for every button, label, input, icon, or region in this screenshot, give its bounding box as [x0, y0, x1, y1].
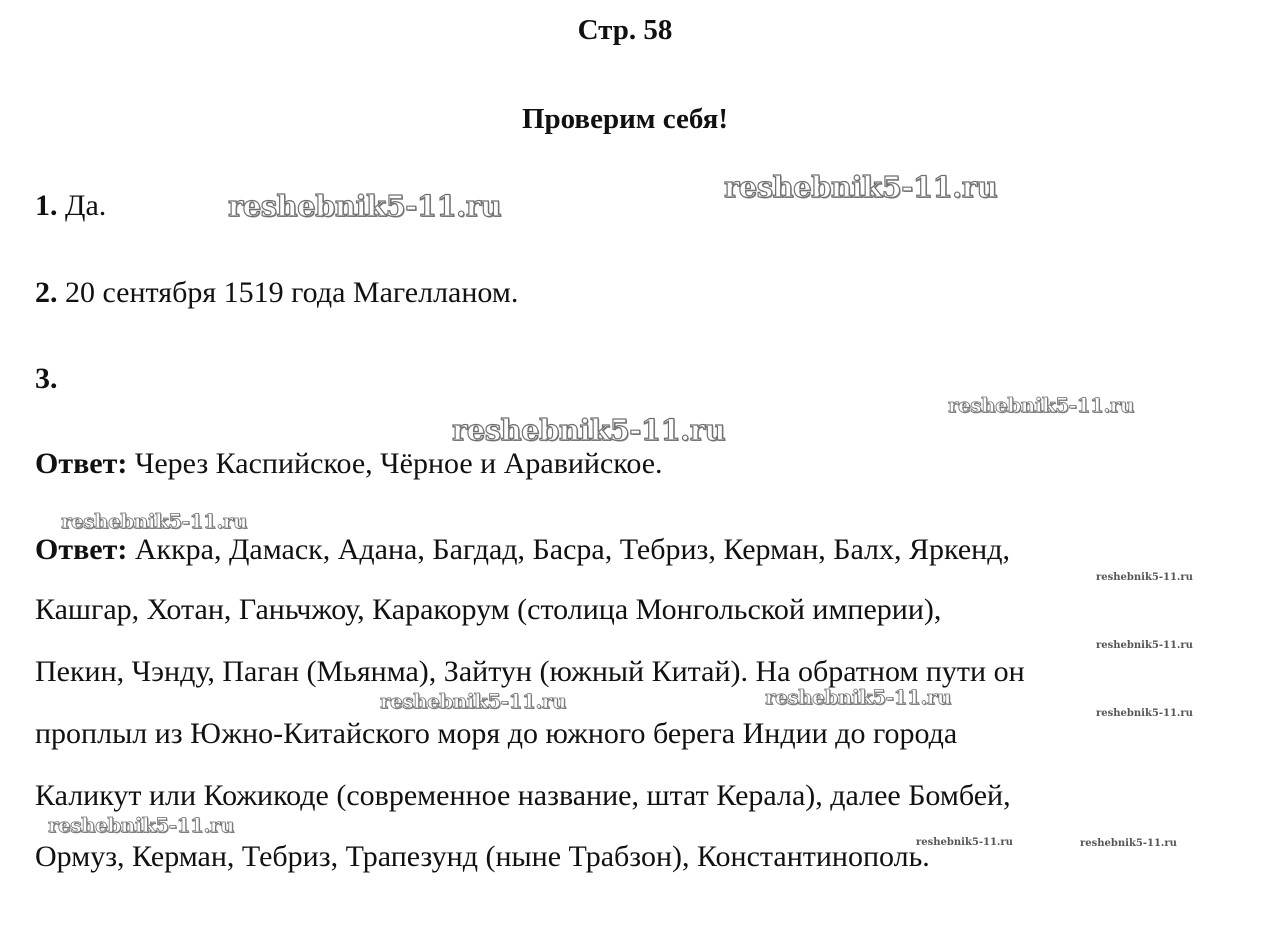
watermark: reshebnik5-11.ru — [1096, 708, 1193, 719]
watermark: reshebnik5-11.ru — [380, 689, 566, 713]
answer-label: Ответ: — [35, 533, 128, 566]
section-title: Проверим себя! — [521, 103, 729, 135]
answer-3-cities-line-4: проплыл из Южно-Китайского моря до южного берега Индии до города — [35, 717, 958, 750]
watermark: reshebnik5-11.ru — [1080, 838, 1177, 849]
watermark: reshebnik5-11.ru — [948, 393, 1134, 417]
answer-2 — [35, 276, 518, 310]
answer-3-cities-line-3: Пекин, Чэнду, Паган (Мьянма), Зайтун (южный Китай). На обратном пути он — [35, 655, 1025, 688]
answer-text: Аккра, Дамаск, Адана, Багдад, Басра, Тебриз, Керман, Балх, Яркенд, — [127, 533, 1010, 566]
answer-2-number: 2. — [35, 276, 58, 309]
watermark: reshebnik5-11.ru — [1096, 572, 1193, 583]
answer-1 — [35, 189, 106, 223]
answer-label: Ответ: — [35, 447, 128, 480]
answer-3-number: 3. — [35, 362, 58, 395]
answer-3-cities-line-5: Каликут или Кожикоде (современное название, штат Керала), далее Бомбей, — [35, 779, 1011, 812]
answer-3-cities-line-2: Кашгар, Хотан, Ганьчжоу, Каракорум (столица Монгольской империи), — [35, 593, 942, 626]
answer-1-text: Да. — [57, 189, 107, 222]
watermark: reshebnik5-11.ru — [916, 837, 1013, 848]
watermark: reshebnik5-11.ru — [1096, 640, 1193, 651]
page-title: Стр. 58 — [577, 14, 673, 46]
answer-3-cities-line-1 — [35, 533, 1010, 567]
answer-2-text: 20 сентября 1519 года Магелланом. — [57, 276, 519, 309]
answer-1-number: 1. — [35, 189, 58, 222]
watermark: reshebnik5-11.ru — [228, 189, 502, 223]
watermark: reshebnik5-11.ru — [61, 509, 247, 533]
watermark: reshebnik5-11.ru — [724, 170, 998, 204]
watermark: reshebnik5-11.ru — [765, 685, 951, 709]
answer-3-cities-line-6: Ормуз, Керман, Тебриз, Трапезунд (ныне Трабзон), Константинополь. — [35, 840, 930, 873]
answer-text: Через Каспийское, Чёрное и Аравийское. — [127, 447, 663, 480]
answer-3-seas — [35, 447, 663, 481]
watermark: reshebnik5-11.ru — [48, 813, 234, 837]
watermark: reshebnik5-11.ru — [452, 413, 726, 447]
